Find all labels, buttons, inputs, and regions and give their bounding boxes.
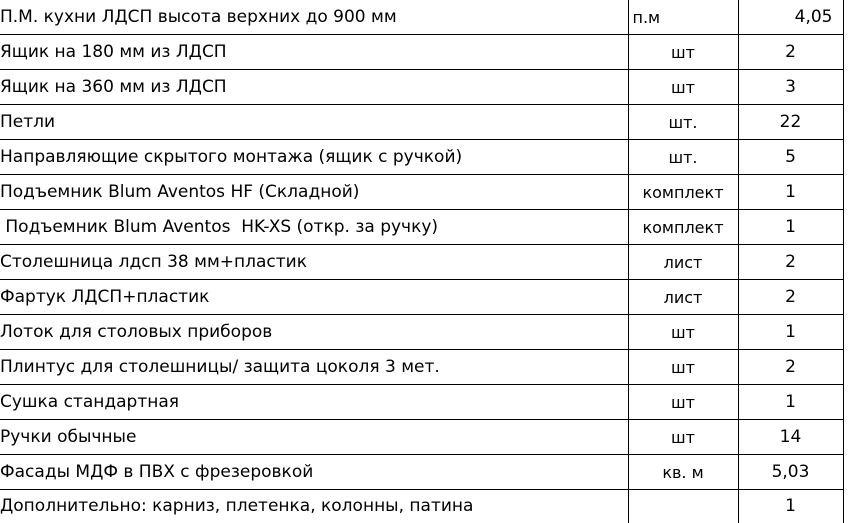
quantity-cell[interactable]: 1 — [738, 210, 843, 245]
item-name-cell[interactable]: Ящик на 180 мм из ЛДСП — [0, 35, 628, 70]
unit-cell[interactable]: шт. — [628, 140, 738, 175]
quantity-cell[interactable]: 4,05 — [738, 0, 843, 35]
item-name-cell[interactable]: Фартук ЛДСП+пластик — [0, 280, 628, 315]
quantity-cell[interactable]: 2 — [738, 350, 843, 385]
unit-cell[interactable]: шт — [628, 70, 738, 105]
table-row — [0, 210, 843, 245]
table-row — [0, 315, 843, 350]
unit-cell[interactable]: лист — [628, 280, 738, 315]
quantity-cell[interactable]: 14 — [738, 420, 843, 455]
item-name-cell[interactable]: Сушка стандартная — [0, 385, 628, 420]
quantity-cell[interactable]: 1 — [738, 385, 843, 420]
item-name-cell[interactable]: Столешница лдсп 38 мм+пластик — [0, 245, 628, 280]
item-name-cell[interactable]: Подъемник Blum Aventos HK-XS (откр. за ручку) — [0, 210, 628, 245]
quantity-cell[interactable]: 1 — [738, 490, 843, 523]
table-row — [0, 455, 843, 490]
quantity-cell[interactable]: 2 — [738, 245, 843, 280]
table-row — [0, 245, 843, 280]
item-name-cell[interactable]: Петли — [0, 105, 628, 140]
unit-cell[interactable]: шт — [628, 385, 738, 420]
quantity-cell[interactable]: 1 — [738, 315, 843, 350]
unit-cell[interactable]: кв. м — [628, 455, 738, 490]
quantity-cell[interactable]: 2 — [738, 280, 843, 315]
unit-cell[interactable]: комплект — [628, 210, 738, 245]
table-row — [0, 35, 843, 70]
unit-cell[interactable]: п.м — [628, 0, 738, 35]
quantity-cell[interactable]: 5 — [738, 140, 843, 175]
table-row — [0, 350, 843, 385]
table-row — [0, 70, 843, 105]
table-row — [0, 420, 843, 455]
item-name-cell[interactable]: Ящик на 360 мм из ЛДСП — [0, 70, 628, 105]
item-name-cell[interactable]: Фасады МДФ в ПВХ с фрезеровкой — [0, 455, 628, 490]
quantity-cell[interactable]: 2 — [738, 35, 843, 70]
item-name-cell[interactable]: Подъемник Blum Aventos HF (Складной) — [0, 175, 628, 210]
unit-cell[interactable]: шт — [628, 35, 738, 70]
table-row — [0, 0, 843, 35]
unit-cell[interactable]: шт — [628, 420, 738, 455]
item-name-cell[interactable]: Направляющие скрытого монтажа (ящик с ручкой) — [0, 140, 628, 175]
unit-cell[interactable]: шт — [628, 315, 738, 350]
unit-cell[interactable]: лист — [628, 245, 738, 280]
table-row — [0, 280, 843, 315]
quantity-cell[interactable]: 1 — [738, 175, 843, 210]
item-name-cell[interactable]: Плинтус для столешницы/ защита цоколя 3 мет. — [0, 350, 628, 385]
unit-cell[interactable]: шт — [628, 350, 738, 385]
item-name-cell[interactable]: Ручки обычные — [0, 420, 628, 455]
quantity-cell[interactable]: 22 — [738, 105, 843, 140]
unit-cell[interactable]: шт. — [628, 105, 738, 140]
quantity-cell[interactable]: 3 — [738, 70, 843, 105]
item-name-cell[interactable]: Дополнительно: карниз, плетенка, колонны, патина — [0, 490, 628, 523]
table-row — [0, 385, 843, 420]
item-name-cell[interactable]: П.М. кухни ЛДСП высота верхних до 900 мм — [0, 0, 628, 35]
table-row — [0, 140, 843, 175]
quantity-cell[interactable]: 5,03 — [738, 455, 843, 490]
table-row — [0, 105, 843, 140]
unit-cell[interactable]: комплект — [628, 175, 738, 210]
item-name-cell[interactable]: Лоток для столовых приборов — [0, 315, 628, 350]
table-row — [0, 175, 843, 210]
